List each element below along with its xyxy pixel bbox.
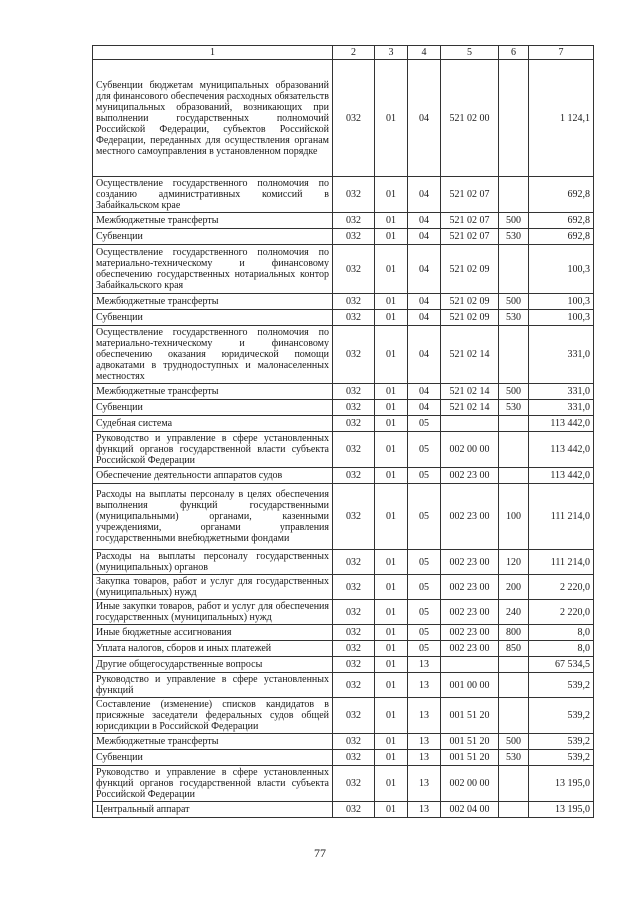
expense-type-cell bbox=[499, 698, 529, 734]
target-item-cell: 521 02 07 bbox=[441, 177, 499, 213]
subsection-code-cell: 04 bbox=[408, 245, 441, 294]
row-name-cell: Другие общегосударственные вопросы bbox=[93, 657, 333, 673]
target-item-cell: 521 02 09 bbox=[441, 294, 499, 310]
amount-cell: 8,0 bbox=[529, 625, 594, 641]
subsection-code-cell: 05 bbox=[408, 575, 441, 600]
amount-cell: 539,2 bbox=[529, 673, 594, 698]
expense-type-cell: 500 bbox=[499, 734, 529, 750]
target-item-cell: 002 23 00 bbox=[441, 625, 499, 641]
subsection-code-cell: 04 bbox=[408, 177, 441, 213]
amount-cell: 539,2 bbox=[529, 734, 594, 750]
ved-code-cell: 032 bbox=[333, 60, 375, 177]
table-header-row bbox=[93, 46, 594, 60]
table-row bbox=[93, 326, 594, 384]
target-item-cell: 521 02 14 bbox=[441, 400, 499, 416]
section-code-cell: 01 bbox=[375, 698, 408, 734]
amount-cell: 13 195,0 bbox=[529, 802, 594, 818]
row-name-cell: Осуществление государственного полномочия по материально-техническому и финансовому обеспечению государственных нотариальных контор Забайкальского края bbox=[93, 245, 333, 294]
expense-type-cell: 240 bbox=[499, 600, 529, 625]
subsection-code-cell: 05 bbox=[408, 550, 441, 575]
section-code-cell: 01 bbox=[375, 213, 408, 229]
expense-type-cell bbox=[499, 673, 529, 698]
section-code-cell: 01 bbox=[375, 750, 408, 766]
expense-type-cell: 500 bbox=[499, 213, 529, 229]
amount-cell: 692,8 bbox=[529, 229, 594, 245]
subsection-code-cell: 13 bbox=[408, 750, 441, 766]
table-row bbox=[93, 484, 594, 550]
amount-cell: 331,0 bbox=[529, 326, 594, 384]
subsection-code-cell: 05 bbox=[408, 432, 441, 468]
ved-code-cell: 032 bbox=[333, 326, 375, 384]
ved-code-cell: 032 bbox=[333, 673, 375, 698]
expense-type-cell bbox=[499, 468, 529, 484]
amount-cell: 692,8 bbox=[529, 177, 594, 213]
expense-type-cell bbox=[499, 416, 529, 432]
table-row bbox=[93, 245, 594, 294]
row-name-cell: Расходы на выплаты персоналу в целях обеспечения выполнения функций государственными (муниципальными) органами, казенными учреждениями, органами управления государственными внебюджетными фондами bbox=[93, 484, 333, 550]
table-row bbox=[93, 432, 594, 468]
section-code-cell: 01 bbox=[375, 432, 408, 468]
table-row bbox=[93, 766, 594, 802]
section-code-cell: 01 bbox=[375, 326, 408, 384]
target-item-cell: 002 00 00 bbox=[441, 766, 499, 802]
target-item-cell: 002 23 00 bbox=[441, 575, 499, 600]
target-item-cell: 521 02 14 bbox=[441, 326, 499, 384]
subsection-code-cell: 04 bbox=[408, 310, 441, 326]
subsection-code-cell: 05 bbox=[408, 468, 441, 484]
expense-type-cell: 100 bbox=[499, 484, 529, 550]
target-item-cell: 002 23 00 bbox=[441, 550, 499, 575]
ved-code-cell: 032 bbox=[333, 213, 375, 229]
ved-code-cell: 032 bbox=[333, 734, 375, 750]
row-name-cell: Субвенции bbox=[93, 310, 333, 326]
ved-code-cell: 032 bbox=[333, 294, 375, 310]
table-row bbox=[93, 229, 594, 245]
expense-type-cell bbox=[499, 177, 529, 213]
expense-type-cell bbox=[499, 245, 529, 294]
expense-type-cell: 500 bbox=[499, 384, 529, 400]
subsection-code-cell: 05 bbox=[408, 484, 441, 550]
row-name-cell: Иные бюджетные ассигнования bbox=[93, 625, 333, 641]
ved-code-cell: 032 bbox=[333, 468, 375, 484]
amount-cell: 692,8 bbox=[529, 213, 594, 229]
row-name-cell: Межбюджетные трансферты bbox=[93, 734, 333, 750]
ved-code-cell: 032 bbox=[333, 550, 375, 575]
amount-cell: 1 124,1 bbox=[529, 60, 594, 177]
section-code-cell: 01 bbox=[375, 229, 408, 245]
table-row bbox=[93, 641, 594, 657]
ved-code-cell: 032 bbox=[333, 310, 375, 326]
column-header: 6 bbox=[499, 46, 529, 60]
ved-code-cell: 032 bbox=[333, 600, 375, 625]
target-item-cell: 521 02 00 bbox=[441, 60, 499, 177]
amount-cell: 111 214,0 bbox=[529, 484, 594, 550]
row-name-cell: Осуществление государственного полномочия по созданию административных комиссий в Забайкальском крае bbox=[93, 177, 333, 213]
table-row bbox=[93, 625, 594, 641]
row-name-cell: Руководство и управление в сфере установленных функций bbox=[93, 673, 333, 698]
section-code-cell: 01 bbox=[375, 416, 408, 432]
expense-type-cell: 850 bbox=[499, 641, 529, 657]
subsection-code-cell: 04 bbox=[408, 326, 441, 384]
row-name-cell: Межбюджетные трансферты bbox=[93, 384, 333, 400]
row-name-cell: Обеспечение деятельности аппаратов судов bbox=[93, 468, 333, 484]
table-row bbox=[93, 384, 594, 400]
table-row bbox=[93, 213, 594, 229]
table-body bbox=[93, 60, 594, 818]
amount-cell: 331,0 bbox=[529, 384, 594, 400]
expense-type-cell bbox=[499, 766, 529, 802]
expense-type-cell bbox=[499, 60, 529, 177]
table-row bbox=[93, 310, 594, 326]
amount-cell: 111 214,0 bbox=[529, 550, 594, 575]
ved-code-cell: 032 bbox=[333, 802, 375, 818]
section-code-cell: 01 bbox=[375, 384, 408, 400]
target-item-cell: 521 02 07 bbox=[441, 213, 499, 229]
row-name-cell: Субвенции bbox=[93, 750, 333, 766]
ved-code-cell: 032 bbox=[333, 384, 375, 400]
row-name-cell: Субвенции bbox=[93, 229, 333, 245]
amount-cell: 100,3 bbox=[529, 245, 594, 294]
section-code-cell: 01 bbox=[375, 400, 408, 416]
column-header: 5 bbox=[441, 46, 499, 60]
subsection-code-cell: 13 bbox=[408, 734, 441, 750]
table-row bbox=[93, 802, 594, 818]
subsection-code-cell: 13 bbox=[408, 673, 441, 698]
section-code-cell: 01 bbox=[375, 550, 408, 575]
target-item-cell: 521 02 09 bbox=[441, 245, 499, 294]
table-row bbox=[93, 468, 594, 484]
column-header: 1 bbox=[93, 46, 333, 60]
row-name-cell: Субвенции бюджетам муниципальных образований для финансового обеспечения расходных обязательств муниципальных образований, возникающих при выполнении государственных полномочий Российской Федерации, субъектов Российской Федерации, переданных для осуществления органам местного самоуправления в установленном порядке bbox=[93, 60, 333, 177]
target-item-cell: 001 51 20 bbox=[441, 750, 499, 766]
subsection-code-cell: 05 bbox=[408, 416, 441, 432]
ved-code-cell: 032 bbox=[333, 432, 375, 468]
row-name-cell: Закупка товаров, работ и услуг для государственных (муниципальных) нужд bbox=[93, 575, 333, 600]
target-item-cell: 002 23 00 bbox=[441, 484, 499, 550]
ved-code-cell: 032 bbox=[333, 229, 375, 245]
subsection-code-cell: 05 bbox=[408, 600, 441, 625]
table-row bbox=[93, 294, 594, 310]
subsection-code-cell: 13 bbox=[408, 802, 441, 818]
row-name-cell: Уплата налогов, сборов и иных платежей bbox=[93, 641, 333, 657]
target-item-cell: 521 02 09 bbox=[441, 310, 499, 326]
subsection-code-cell: 04 bbox=[408, 294, 441, 310]
subsection-code-cell: 04 bbox=[408, 229, 441, 245]
column-header: 7 bbox=[529, 46, 594, 60]
target-item-cell: 002 23 00 bbox=[441, 600, 499, 625]
expense-type-cell bbox=[499, 432, 529, 468]
subsection-code-cell: 04 bbox=[408, 384, 441, 400]
target-item-cell bbox=[441, 416, 499, 432]
expense-type-cell: 800 bbox=[499, 625, 529, 641]
expense-type-cell: 200 bbox=[499, 575, 529, 600]
subsection-code-cell: 05 bbox=[408, 625, 441, 641]
target-item-cell bbox=[441, 657, 499, 673]
column-header: 4 bbox=[408, 46, 441, 60]
expense-type-cell bbox=[499, 802, 529, 818]
section-code-cell: 01 bbox=[375, 802, 408, 818]
row-name-cell: Межбюджетные трансферты bbox=[93, 213, 333, 229]
amount-cell: 100,3 bbox=[529, 310, 594, 326]
row-name-cell: Осуществление государственного полномочия по материально-техническому и финансовому обеспечению оказания юридической помощи адвокатами в труднодоступных и малонаселенных местностях bbox=[93, 326, 333, 384]
amount-cell: 539,2 bbox=[529, 698, 594, 734]
section-code-cell: 01 bbox=[375, 468, 408, 484]
target-item-cell: 002 04 00 bbox=[441, 802, 499, 818]
expense-type-cell: 500 bbox=[499, 294, 529, 310]
expense-type-cell bbox=[499, 657, 529, 673]
row-name-cell: Расходы на выплаты персоналу государственных (муниципальных) органов bbox=[93, 550, 333, 575]
target-item-cell: 002 23 00 bbox=[441, 468, 499, 484]
expense-type-cell: 530 bbox=[499, 400, 529, 416]
table-row bbox=[93, 673, 594, 698]
row-name-cell: Иные закупки товаров, работ и услуг для обеспечения государственных (муниципальных) нужд bbox=[93, 600, 333, 625]
expense-type-cell: 530 bbox=[499, 310, 529, 326]
row-name-cell: Центральный аппарат bbox=[93, 802, 333, 818]
ved-code-cell: 032 bbox=[333, 750, 375, 766]
section-code-cell: 01 bbox=[375, 600, 408, 625]
target-item-cell: 001 51 20 bbox=[441, 698, 499, 734]
row-name-cell: Руководство и управление в сфере установленных функций органов государственной власти субъекта Российской Федерации bbox=[93, 766, 333, 802]
column-header: 3 bbox=[375, 46, 408, 60]
subsection-code-cell: 13 bbox=[408, 698, 441, 734]
ved-code-cell: 032 bbox=[333, 484, 375, 550]
row-name-cell: Руководство и управление в сфере установленных функций органов государственной власти субъекта Российской Федерации bbox=[93, 432, 333, 468]
target-item-cell: 001 00 00 bbox=[441, 673, 499, 698]
ved-code-cell: 032 bbox=[333, 177, 375, 213]
row-name-cell: Субвенции bbox=[93, 400, 333, 416]
table-row bbox=[93, 550, 594, 575]
table-row bbox=[93, 177, 594, 213]
ved-code-cell: 032 bbox=[333, 245, 375, 294]
column-header: 2 bbox=[333, 46, 375, 60]
table-row bbox=[93, 750, 594, 766]
row-name-cell: Межбюджетные трансферты bbox=[93, 294, 333, 310]
section-code-cell: 01 bbox=[375, 734, 408, 750]
expense-type-cell bbox=[499, 326, 529, 384]
ved-code-cell: 032 bbox=[333, 766, 375, 802]
table-row bbox=[93, 575, 594, 600]
ved-code-cell: 032 bbox=[333, 698, 375, 734]
subsection-code-cell: 13 bbox=[408, 657, 441, 673]
table-row bbox=[93, 600, 594, 625]
section-code-cell: 01 bbox=[375, 245, 408, 294]
amount-cell: 2 220,0 bbox=[529, 600, 594, 625]
section-code-cell: 01 bbox=[375, 625, 408, 641]
ved-code-cell: 032 bbox=[333, 625, 375, 641]
amount-cell: 2 220,0 bbox=[529, 575, 594, 600]
table-row bbox=[93, 657, 594, 673]
section-code-cell: 01 bbox=[375, 657, 408, 673]
target-item-cell: 002 23 00 bbox=[441, 641, 499, 657]
subsection-code-cell: 04 bbox=[408, 213, 441, 229]
ved-code-cell: 032 bbox=[333, 641, 375, 657]
subsection-code-cell: 04 bbox=[408, 400, 441, 416]
budget-table bbox=[92, 45, 594, 818]
row-name-cell: Судебная система bbox=[93, 416, 333, 432]
ved-code-cell: 032 bbox=[333, 416, 375, 432]
ved-code-cell: 032 bbox=[333, 575, 375, 600]
target-item-cell: 521 02 07 bbox=[441, 229, 499, 245]
amount-cell: 539,2 bbox=[529, 750, 594, 766]
section-code-cell: 01 bbox=[375, 294, 408, 310]
table-row bbox=[93, 734, 594, 750]
section-code-cell: 01 bbox=[375, 484, 408, 550]
amount-cell: 67 534,5 bbox=[529, 657, 594, 673]
target-item-cell: 521 02 14 bbox=[441, 384, 499, 400]
section-code-cell: 01 bbox=[375, 641, 408, 657]
table-row bbox=[93, 400, 594, 416]
target-item-cell: 002 00 00 bbox=[441, 432, 499, 468]
page-number: 77 bbox=[314, 846, 326, 860]
amount-cell: 100,3 bbox=[529, 294, 594, 310]
table-row bbox=[93, 698, 594, 734]
ved-code-cell: 032 bbox=[333, 657, 375, 673]
subsection-code-cell: 05 bbox=[408, 641, 441, 657]
table-row bbox=[93, 60, 594, 177]
table-row bbox=[93, 416, 594, 432]
expense-type-cell: 530 bbox=[499, 229, 529, 245]
target-item-cell: 001 51 20 bbox=[441, 734, 499, 750]
amount-cell: 113 442,0 bbox=[529, 468, 594, 484]
expense-type-cell: 120 bbox=[499, 550, 529, 575]
section-code-cell: 01 bbox=[375, 766, 408, 802]
section-code-cell: 01 bbox=[375, 60, 408, 177]
row-name-cell: Составление (изменение) списков кандидатов в присяжные заседатели федеральных судов общей юрисдикции в Российской Федерации bbox=[93, 698, 333, 734]
subsection-code-cell: 13 bbox=[408, 766, 441, 802]
amount-cell: 113 442,0 bbox=[529, 416, 594, 432]
expense-type-cell: 530 bbox=[499, 750, 529, 766]
section-code-cell: 01 bbox=[375, 575, 408, 600]
amount-cell: 331,0 bbox=[529, 400, 594, 416]
amount-cell: 13 195,0 bbox=[529, 766, 594, 802]
section-code-cell: 01 bbox=[375, 177, 408, 213]
amount-cell: 113 442,0 bbox=[529, 432, 594, 468]
amount-cell: 8,0 bbox=[529, 641, 594, 657]
ved-code-cell: 032 bbox=[333, 400, 375, 416]
section-code-cell: 01 bbox=[375, 673, 408, 698]
section-code-cell: 01 bbox=[375, 310, 408, 326]
subsection-code-cell: 04 bbox=[408, 60, 441, 177]
